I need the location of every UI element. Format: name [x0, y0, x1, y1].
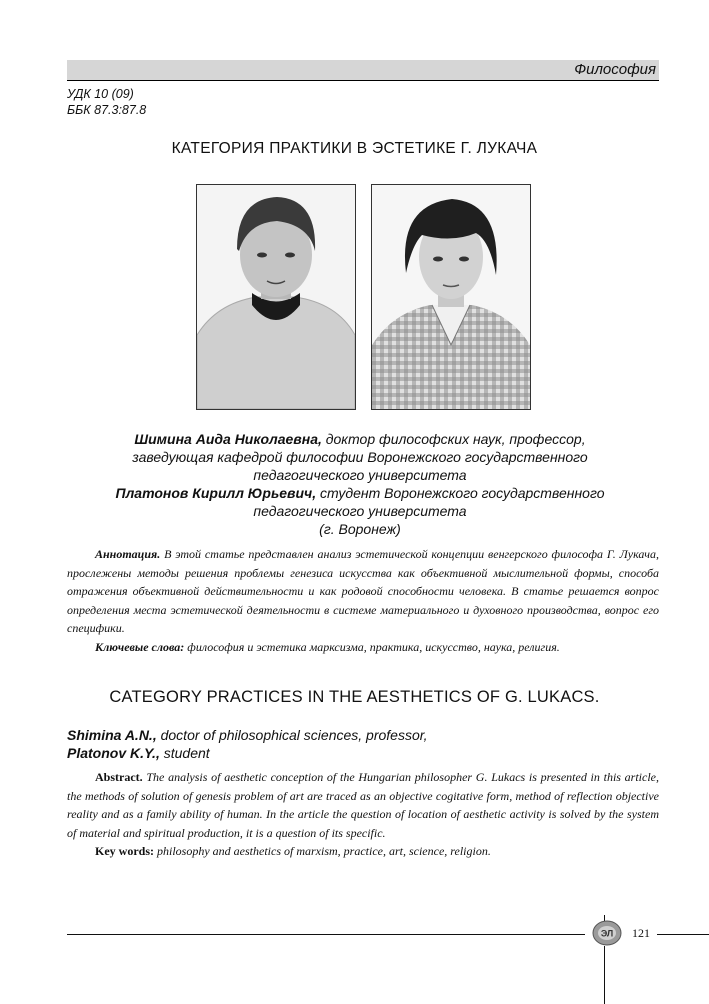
author-photo-shimina [196, 184, 356, 410]
author-name-en: Platonov K.Y., [67, 745, 160, 761]
author-line: педагогического университета [253, 467, 467, 483]
abstract-en-label: Abstract. [95, 770, 143, 784]
author-desc: доктор философских наук, профессор, [321, 431, 586, 447]
section-label: Философия [574, 61, 656, 78]
article-title-ru: КАТЕГОРИЯ ПРАКТИКИ В ЭСТЕТИКЕ Г. ЛУКАЧА [171, 140, 538, 157]
author-name: Платонов Кирилл Юрьевич, [115, 485, 317, 501]
abstract-en [67, 768, 659, 861]
portrait-woman-image [197, 185, 355, 409]
keywords-en-paragraph [67, 842, 659, 861]
abstract-ru-label: Аннотация. [95, 547, 161, 561]
abstract-ru-paragraph [67, 545, 659, 638]
udk-line: УДК 10 (09) [67, 87, 134, 101]
authors-block-en [67, 726, 428, 762]
logo-lettering: ЭЛ [600, 928, 614, 939]
author-name: Шимина Аида Николаевна, [134, 431, 322, 447]
keywords-en-label: Key words: [95, 844, 154, 858]
author-line: (г. Воронеж) [319, 521, 401, 537]
abstract-ru-text: В этой статье представлен анализ эстетической концепции венгерского философа Г. Лукача, прослежены методы решения проблемы генезиса искусства как объективной мыслительной формы, способа отражения объективной действительности и как родовой способности человека. В статье решается вопрос определения места эстетической деятельности в системе материального и духовного производства, вопрос его специфики. [67, 547, 659, 635]
author-name-en: Shimina A.N., [67, 727, 157, 743]
page-number: 121 [632, 926, 650, 940]
footer-divider [604, 946, 605, 1004]
author-line-en [67, 744, 428, 762]
abstract-en-text: The analysis of aesthetic conception of the Hungarian philosopher G. Lukacs is presented in this article, the methods of solution of genesis problem of art are traced as an objective cogitative form, method of reflection objective reality and as a family ability of human. In the article the question of location of aesthetic activity is solved by the system of material and spiritual production, it is a question of its specific. [67, 770, 659, 840]
author-photo-platonov [371, 184, 531, 410]
author-desc-en: doctor of philosophical sciences, professor, [156, 727, 428, 743]
author-line-en [67, 726, 428, 744]
author-line [60, 484, 660, 502]
author-line [60, 430, 660, 448]
footer-rule-left [67, 934, 585, 935]
keywords-en-text: philosophy and aesthetics of marxism, practice, art, science, religion. [154, 844, 491, 858]
footer-rule-right [657, 934, 709, 935]
author-desc-en: student [159, 745, 210, 761]
author-line: заведующая кафедрой философии Воронежского государственного [132, 449, 588, 465]
authors-block-ru [60, 430, 660, 538]
author-line: педагогического университета [253, 503, 467, 519]
keywords-ru-text: философия и эстетика марксизма, практика, искусство, наука, религия. [184, 639, 560, 654]
keywords-ru-label: Ключевые слова: [95, 639, 185, 654]
abstract-ru [67, 545, 659, 656]
author-desc: студент Воронежского государственного [316, 485, 605, 501]
journal-logo-icon [592, 920, 622, 946]
keywords-ru-paragraph [67, 638, 659, 657]
portrait-man-image [372, 185, 530, 409]
bbk-line: ББК 87.3:87.8 [67, 103, 147, 117]
abstract-en-paragraph [67, 768, 659, 842]
section-header-bar [67, 60, 659, 81]
article-title-en: CATEGORY PRACTICES IN THE AESTHETICS OF G. LUKACS. [109, 688, 600, 706]
udk-codes [67, 86, 146, 118]
